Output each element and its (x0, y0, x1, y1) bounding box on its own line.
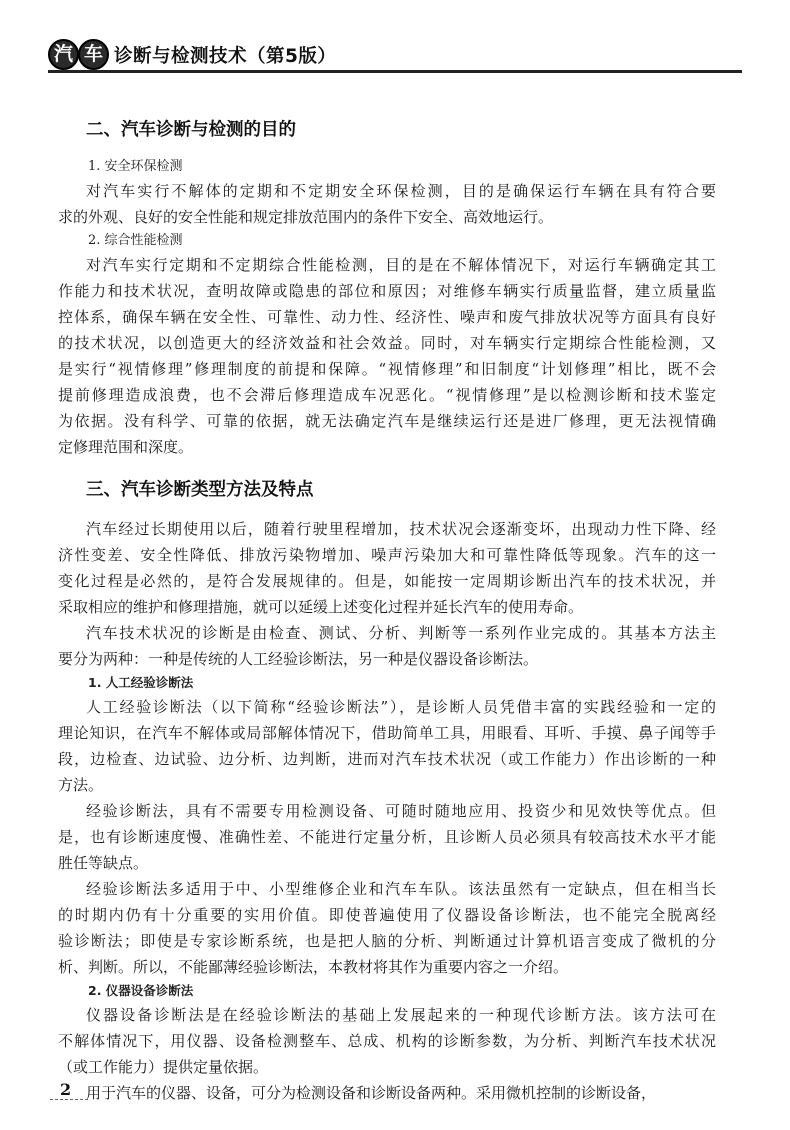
header-rule (48, 70, 742, 73)
text-line: 济性变差、安全性降低、排放污染物增加、噪声污染加大和可靠性降低等现象。汽车的这一 (58, 546, 716, 564)
text-line: 理论知识，在汽车不解体或局部解体情况下，借助简单工具，用眼看、耳听、手摸、鼻子闻等手 (58, 724, 716, 742)
paragraph (58, 178, 716, 230)
paragraph (58, 798, 716, 876)
text-line: 仪器设备诊断法是在经验诊断法的基础上发展起来的一种现代诊断方法。该方法可在 (86, 1006, 716, 1024)
page-body (58, 100, 716, 1106)
text-line: 胜任等缺点。 (58, 854, 149, 872)
text-line: 采取相应的维护和修理措施，就可以延缓上述变化过程并延长汽车的使用寿命。 (58, 598, 584, 616)
text-line: 是实行“视情修理”修理制度的前提和保障。“视情修理”和旧制度“计划修理”相比，既不会 (58, 360, 716, 378)
text-line: 要分为两种：一种是传统的人工经验诊断法，另一种是仪器设备诊断法。 (58, 650, 539, 668)
running-header (48, 38, 748, 74)
page-number: 2 (60, 1080, 72, 1099)
text-line: 是，也有诊断速度慢、准确性差、不能进行定量分析，且诊断人员必须具有较高技术水平才能 (58, 828, 716, 846)
text-line: 对汽车实行定期和不定期综合性能检测，目的是在不解体情况下，对运行车辆确定其工 (86, 256, 716, 274)
subsection-heading: 1. 人工经验诊断法 (88, 675, 194, 690)
paragraph (58, 876, 716, 980)
page-number-rule (50, 1099, 88, 1100)
text-line: 为依据。没有科学、可靠的依据，就无法确定汽车是继续运行还是进厂修理，更无法视情确 (58, 412, 716, 430)
subsection-heading: 1. 安全环保检测 (88, 159, 183, 174)
text-line: 提前修理造成浪费，也不会滞后修理造成车况恶化。“视情修理”是以检测诊断和技术鉴定 (58, 386, 716, 404)
text-line: 验诊断法；即使是专家诊断系统，也是把人脑的分析、判断通过计算机语言变成了微机的分 (58, 932, 716, 950)
text-line: 变化过程是必然的，是符合发展规律的。但是，如能按一定周期诊断出汽车的技术状况，并 (58, 572, 716, 590)
text-line: 的技术状况，以创造更大的经济效益和社会效益。同时，对车辆实行定期综合性能检测，又 (58, 334, 716, 352)
text-line: 经验诊断法多适用于中、小型维修企业和汽车车队。该法虽然有一定缺点，但在相当长 (86, 880, 716, 898)
text-line: 段，边检查、边试验、边分析、边判断，进而对汽车技术状况（或工作能力）作出诊断的一种 (58, 750, 716, 768)
text-line: （或工作能力）提供定量依据。 (58, 1058, 269, 1076)
text-line: 控体系，确保车辆在安全性、可靠性、动力性、经济性、噪声和废气排放状况等方面具有良好 (58, 308, 716, 326)
text-line: 方法。 (58, 776, 104, 794)
section-heading: 三、汽车诊断类型方法及特点 (86, 480, 314, 500)
text-line: 汽车经过长期使用以后，随着行驶里程增加，技术状况会逐渐变坏，出现动力性下降、经 (86, 520, 716, 538)
book-logo (48, 38, 112, 72)
text-line: 定修理范围和深度。 (58, 438, 194, 456)
text-line: 析、判断。所以，不能鄙薄经验诊断法，本教材将其作为重要内容之一介绍。 (58, 958, 569, 976)
text-line: 作能力和技术状况，查明故障或隐患的部位和原因；对维修车辆实行质量监督，建立质量监 (58, 282, 716, 300)
text-line: 求的外观、良好的安全性能和规定排放范围内的条件下安全、高效地运行。 (58, 208, 554, 226)
paragraph (58, 620, 716, 672)
text-line: 用于汽车的仪器、设备，可分为检测设备和诊断设备两种。采用微机控制的诊断设备， (86, 1084, 657, 1102)
paragraph (86, 1080, 716, 1106)
text-line: 不解体情况下，用仪器、设备检测整车、总成、机构的诊断参数，为分析、判断汽车技术状况 (58, 1032, 716, 1050)
text-line: 经验诊断法，具有不需要专用检测设备、可随时随地应用、投资少和见效快等优点。但 (86, 802, 716, 820)
section-heading: 二、汽车诊断与检测的目的 (86, 120, 296, 140)
text-line: 的时期内仍有十分重要的实用价值。即使普遍使用了仪器设备诊断法，也不能完全脱离经 (58, 906, 716, 924)
text-line: 汽车技术状况的诊断是由检查、测试、分析、判断等一系列作业完成的。其基本方法主 (86, 624, 716, 642)
paragraph (58, 1002, 716, 1080)
subsection-heading: 2. 仪器设备诊断法 (88, 983, 194, 998)
paragraph (58, 252, 716, 460)
paragraph (58, 694, 716, 798)
text-line: 人工经验诊断法（以下简称“经验诊断法”），是诊断人员凭借丰富的实践经验和一定的 (86, 698, 716, 716)
logo-circle-2: 车 (78, 39, 109, 70)
book-title: 诊断与检测技术（第5版） (114, 46, 337, 67)
subsection-heading: 2. 综合性能检测 (88, 233, 183, 248)
text-line: 对汽车实行不解体的定期和不定期安全环保检测，目的是确保运行车辆在具有符合要 (86, 182, 716, 200)
paragraph (58, 516, 716, 620)
logo-circle-1: 汽 (48, 39, 79, 70)
